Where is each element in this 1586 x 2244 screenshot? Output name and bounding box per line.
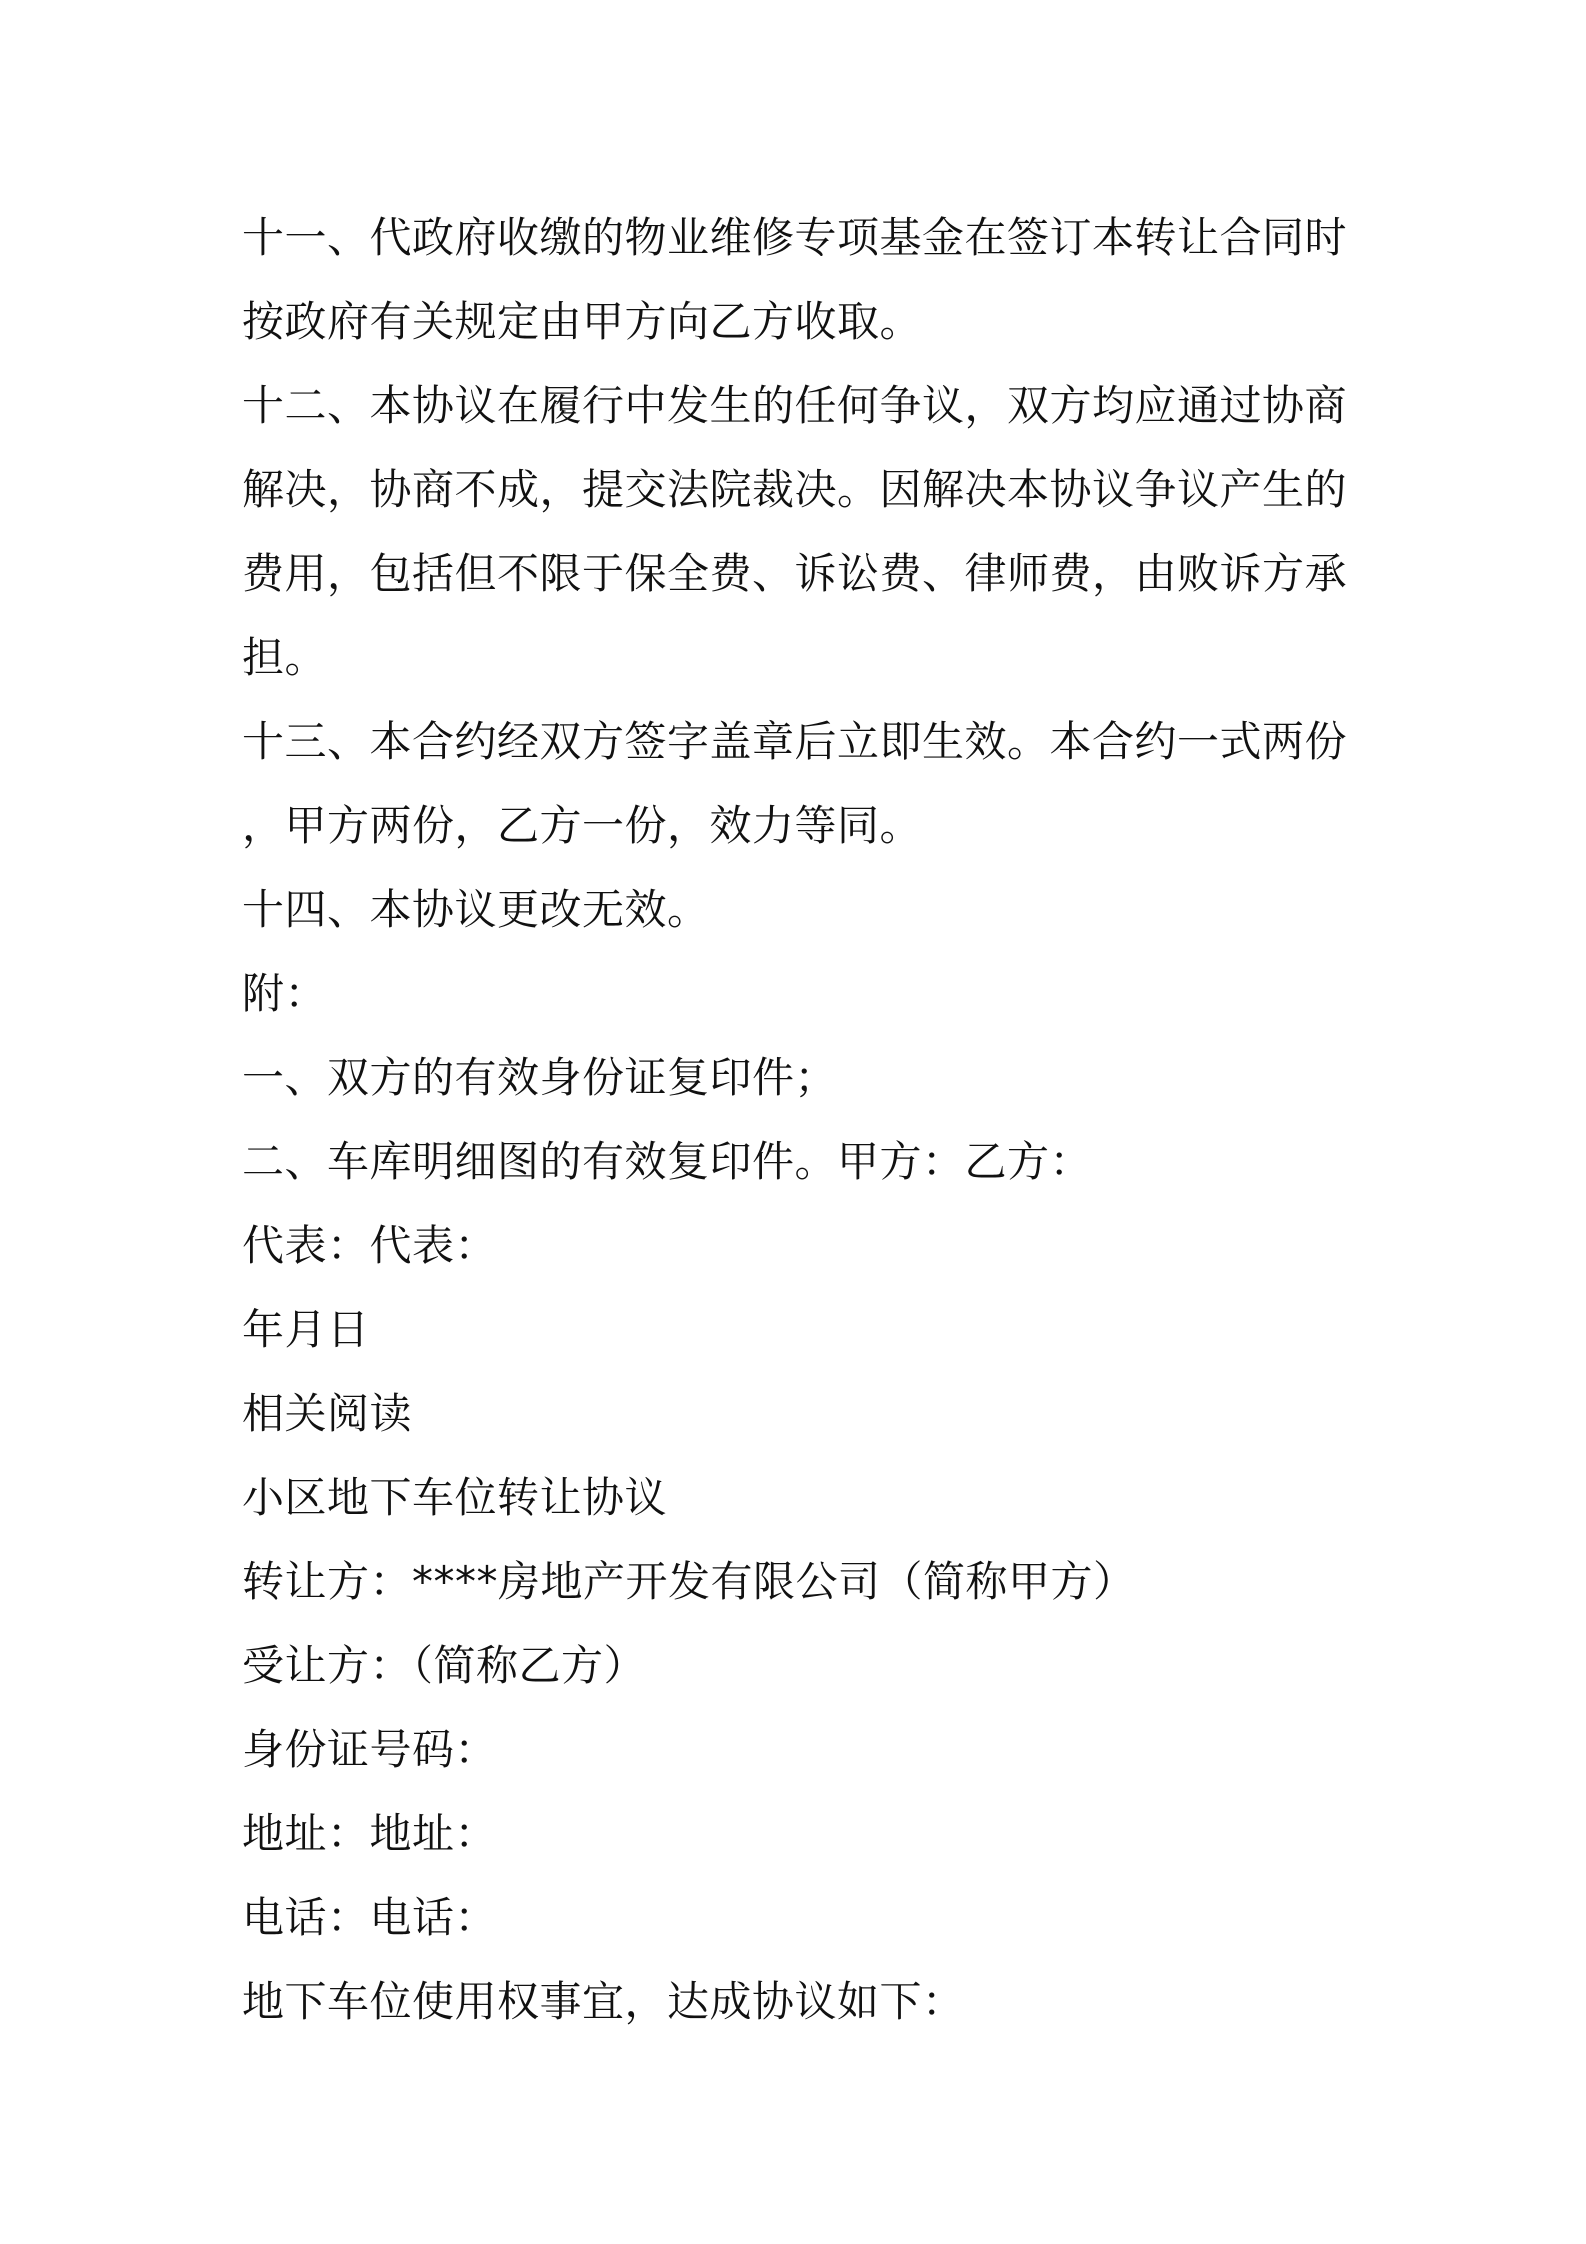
clause-12-line-4: 担。	[242, 633, 328, 682]
appendix-heading: 附：	[242, 969, 328, 1018]
appendix-item-2: 二、车库明细图的有效复印件。甲方：乙方：	[242, 1137, 1093, 1186]
agreement-intro-line: 地下车位使用权事宜，达成协议如下：	[242, 1977, 965, 2026]
clause-11-line-2: 按政府有关规定由甲方向乙方收取。	[242, 297, 923, 346]
clause-11-line-1: 十一、代政府收缴的物业维修专项基金在签订本转让合同时	[242, 213, 1348, 262]
transferee-line: 受让方：（简称乙方）	[242, 1641, 647, 1690]
clause-12-line-1: 十二、本协议在履行中发生的任何争议，双方均应通过协商	[242, 381, 1348, 430]
clause-13-line-2: ，甲方两份，乙方一份，效力等同。	[242, 801, 923, 850]
clause-13-line-1: 十三、本合约经双方签字盖章后立即生效。本合约一式两份	[242, 717, 1348, 766]
transferor-line: 转让方：****房地产开发有限公司（简称甲方）	[242, 1557, 1136, 1606]
phone-line: 电话：电话：	[242, 1893, 498, 1942]
clause-12-line-2: 解决，协商不成，提交法院裁决。因解决本协议争议产生的	[242, 465, 1348, 514]
date-line: 年月日	[242, 1305, 370, 1354]
related-reading-heading: 相关阅读	[242, 1389, 413, 1438]
address-line: 地址：地址：	[242, 1809, 498, 1858]
id-number-line: 身份证号码：	[242, 1725, 498, 1774]
clause-14-line: 十四、本协议更改无效。	[242, 885, 710, 934]
representative-line: 代表：代表：	[242, 1221, 498, 1270]
document-body	[242, 196, 1362, 2044]
appendix-item-1: 一、双方的有效身份证复印件；	[242, 1053, 838, 1102]
clause-12-line-3: 费用，包括但不限于保全费、诉讼费、律师费，由败诉方承	[242, 549, 1348, 598]
related-agreement-title: 小区地下车位转让协议	[242, 1473, 668, 1522]
